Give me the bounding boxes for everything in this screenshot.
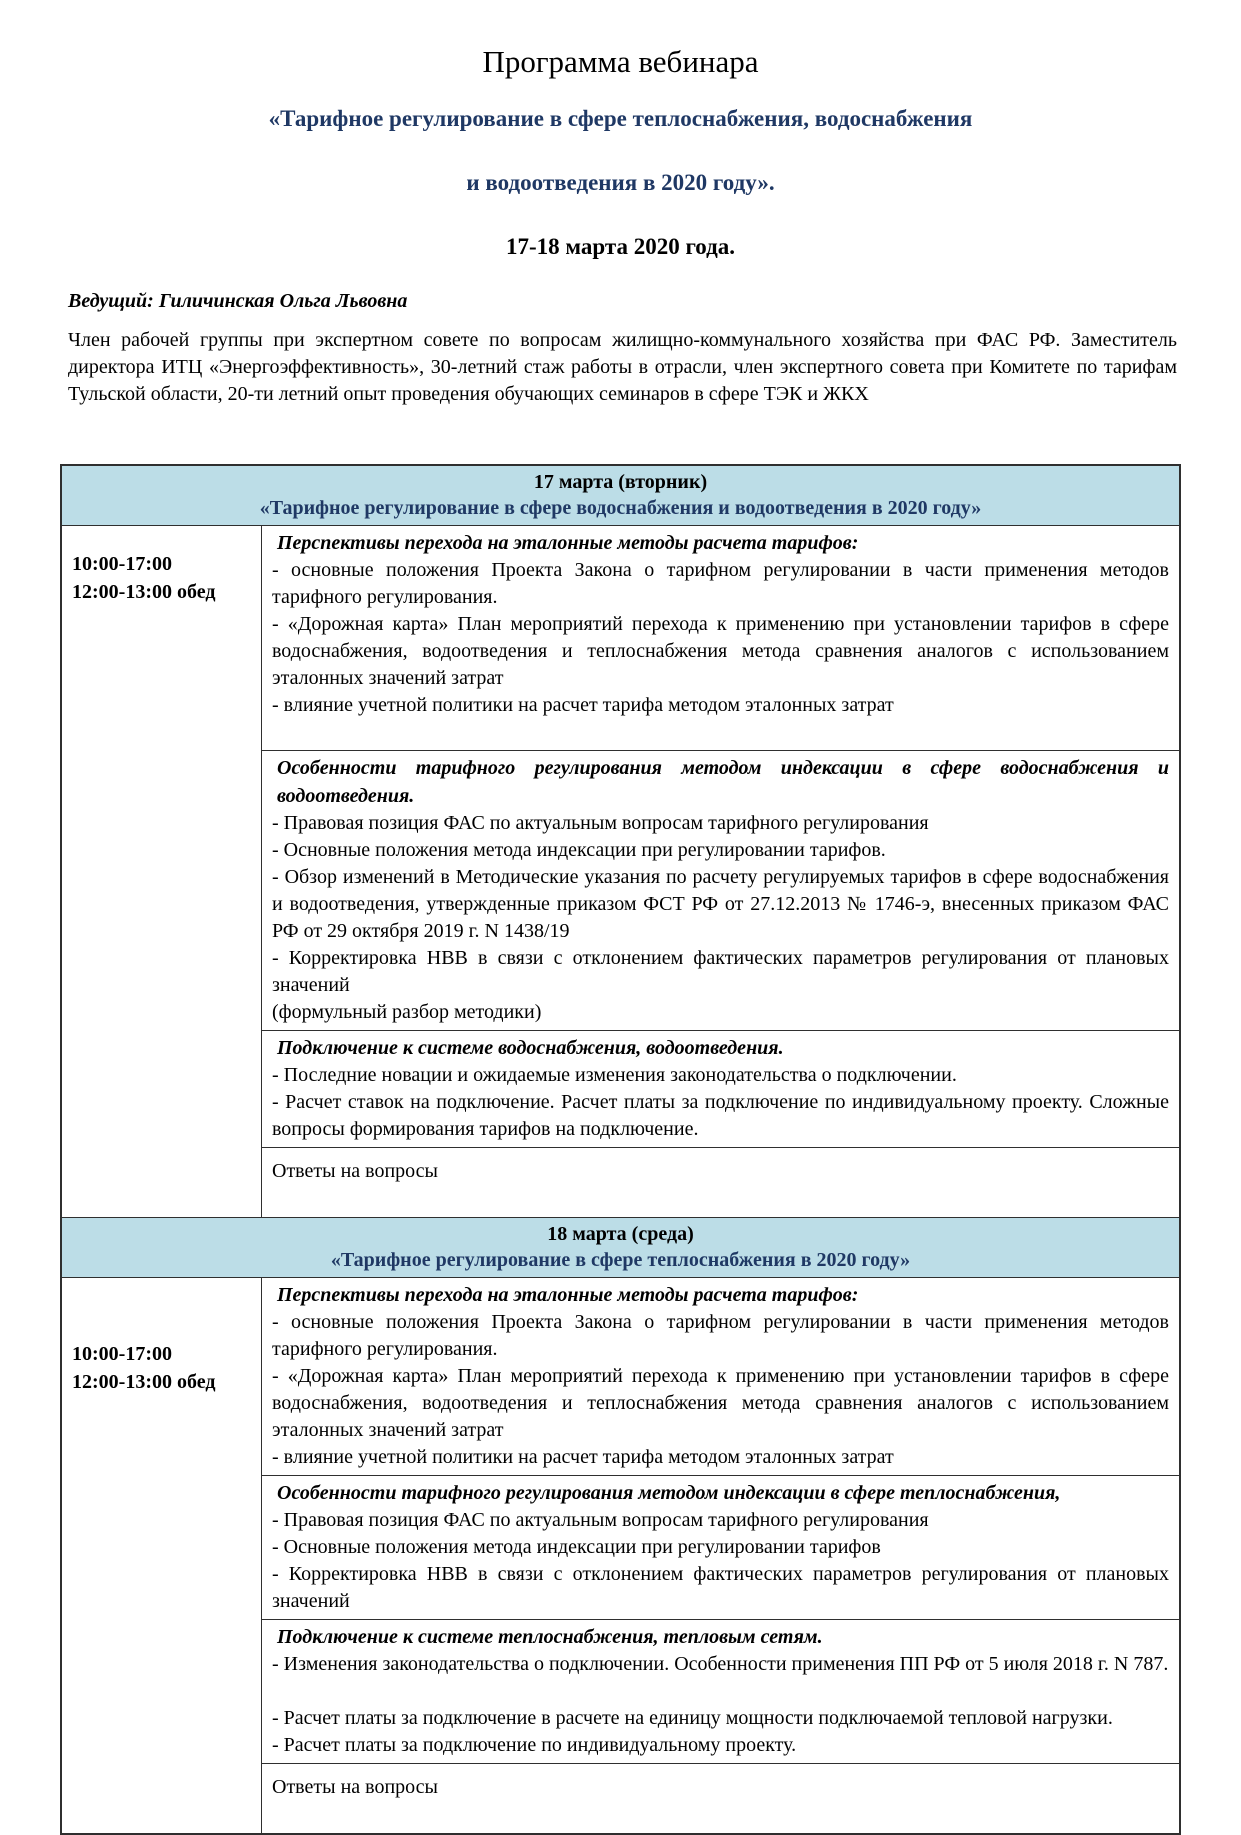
day-section-18-march: [62, 1217, 1179, 1833]
day-header-topic: «Тарифное регулирование в сфере водоснабжения и водоотведения в 2020 году»: [259, 497, 982, 519]
answers-label: Ответы на вопросы: [272, 1776, 438, 1798]
time-range: 10:00-17:00: [72, 1343, 172, 1365]
topic-title: Особенности тарифного регулирования методом индексации в сфере водоснабжения и водоотведения.: [277, 757, 1169, 807]
topic-item: - «Дорожная карта» План мероприятий перехода к применению при установлении тарифов в сфере водоснабжения, водоотведения и теплоснабжения метода сравнения аналогов с использованием эталонных значений затрат: [272, 1365, 1169, 1441]
topic-title: Подключение к системе водоснабжения, водоотведения.: [277, 1037, 784, 1059]
host-line: Ведущий: Гиличинская Ольга Львовна: [68, 290, 408, 312]
day-header: [62, 466, 1179, 525]
topic-block: [262, 1030, 1179, 1147]
topic-block: [262, 1278, 1179, 1475]
day-body: [62, 1277, 1179, 1833]
topics-column: [262, 1278, 1179, 1833]
topic-item: (формульный разбор методики): [272, 1001, 542, 1023]
topic-item: - Последние новации и ожидаемые изменения законодательства о подключении.: [272, 1064, 957, 1086]
lunch-break: 12:00-13:00 обед: [72, 581, 216, 603]
topics-column: [262, 526, 1179, 1217]
date-line: 17-18 марта 2020 года.: [505, 234, 736, 259]
day-section-17-march: [62, 466, 1179, 1217]
topic-block: [262, 526, 1179, 750]
topic-title: Перспективы перехода на эталонные методы расчета тарифов:: [277, 532, 859, 554]
page-title: Программа вебинара: [482, 44, 759, 79]
subtitle-line-1: «Тарифное регулирование в сфере теплоснабжения, водоснабжения: [268, 106, 973, 131]
topic-item: - Правовая позиция ФАС по актуальным вопросам тарифного регулирования: [272, 1509, 929, 1531]
topic-item: - Расчет ставок на подключение. Расчет платы за подключение по индивидуальному проекту. Сложные вопросы формирования тарифов на подключение.: [272, 1091, 1169, 1140]
topic-item: - основные положения Проекта Закона о тарифном регулировании в части применения методов тарифного регулирования.: [272, 1311, 1169, 1360]
topic-item: - Основные положения метода индексации при регулировании тарифов.: [272, 839, 886, 861]
topic-item: - Основные положения метода индексации при регулировании тарифов: [272, 1536, 881, 1558]
topic-item: - Обзор изменений в Методические указания по расчету регулируемых тарифов в сфере водоснабжения и водоотведения, утвержденные приказом ФСТ РФ от 27.12.2013 № 1746-э, внесенных приказом ФАС РФ от 29 октября 2019 г. N 1438/19: [272, 866, 1169, 942]
time-cell: [62, 1278, 262, 1833]
topic-block: [262, 1619, 1179, 1763]
subtitle-line-2: и водоотведения в 2020 году».: [466, 170, 775, 195]
topic-item: - Корректировка НВВ в связи с отклонением фактических параметров регулирования от плановых значений: [272, 947, 1169, 996]
day-header-date: 17 марта (вторник): [533, 471, 708, 493]
day-header: [62, 1217, 1179, 1277]
time-cell: [62, 526, 262, 1217]
topic-item: - Расчет платы за подключение по индивидуальному проекту.: [272, 1734, 797, 1756]
topic-block: [262, 1475, 1179, 1619]
time-range: 10:00-17:00: [72, 553, 172, 575]
day-header-date: 18 марта (среда): [547, 1223, 694, 1245]
topic-title: Особенности тарифного регулирования методом индексации в сфере теплоснабжения,: [277, 1482, 1061, 1504]
topic-item: - Правовая позиция ФАС по актуальным вопросам тарифного регулирования: [272, 812, 929, 834]
answers-row: [262, 1147, 1179, 1217]
topic-title: Перспективы перехода на эталонные методы расчета тарифов:: [277, 1284, 859, 1306]
program-table: [60, 464, 1181, 1835]
lunch-break: 12:00-13:00 обед: [72, 1371, 216, 1393]
topic-item: - влияние учетной политики на расчет тарифа методом эталонных затрат: [272, 694, 894, 716]
topic-item: - Изменения законодательства о подключении. Особенности применения ПП РФ от 5 июля 2018 г. N 787.: [272, 1653, 1169, 1675]
topic-block: [262, 750, 1179, 1030]
day-header-topic: «Тарифное регулирование в сфере теплоснабжения в 2020 году»: [330, 1249, 911, 1271]
topic-item: - основные положения Проекта Закона о тарифном регулировании в части применения методов тарифного регулирования.: [272, 559, 1169, 608]
day-body: [62, 525, 1179, 1217]
topic-item-spacer: [272, 719, 1169, 746]
answers-row: [262, 1763, 1179, 1833]
topic-title: Подключение к системе теплоснабжения, тепловым сетям.: [277, 1626, 823, 1648]
topic-item: - «Дорожная карта» План мероприятий перехода к применению при установлении тарифов в сфере водоснабжения, водоотведения и теплоснабжения метода сравнения аналогов с использованием эталонных значений затрат: [272, 613, 1169, 689]
topic-item: - влияние учетной политики на расчет тарифа методом эталонных затрат: [272, 1446, 894, 1468]
answers-label: Ответы на вопросы: [272, 1160, 438, 1182]
topic-item-spacer: [272, 1678, 1169, 1705]
topic-item: - Расчет платы за подключение в расчете на единицу мощности подключаемой тепловой нагрузки.: [272, 1707, 1113, 1729]
topic-item: - Корректировка НВВ в связи с отклонением фактических параметров регулирования от плановых значений: [272, 1563, 1169, 1612]
host-bio: Член рабочей группы при экспертном совете по вопросам жилищно-коммунального хозяйства при ФАС РФ. Заместитель директора ИТЦ «Энергоэффективность», 30-летний стаж работы в отрасли, член экспертного совета при Комитете по тарифам Тульской области, 20-ти летний опыт проведения обучающих семинаров в сфере ТЭК и ЖКХ: [68, 329, 1177, 405]
